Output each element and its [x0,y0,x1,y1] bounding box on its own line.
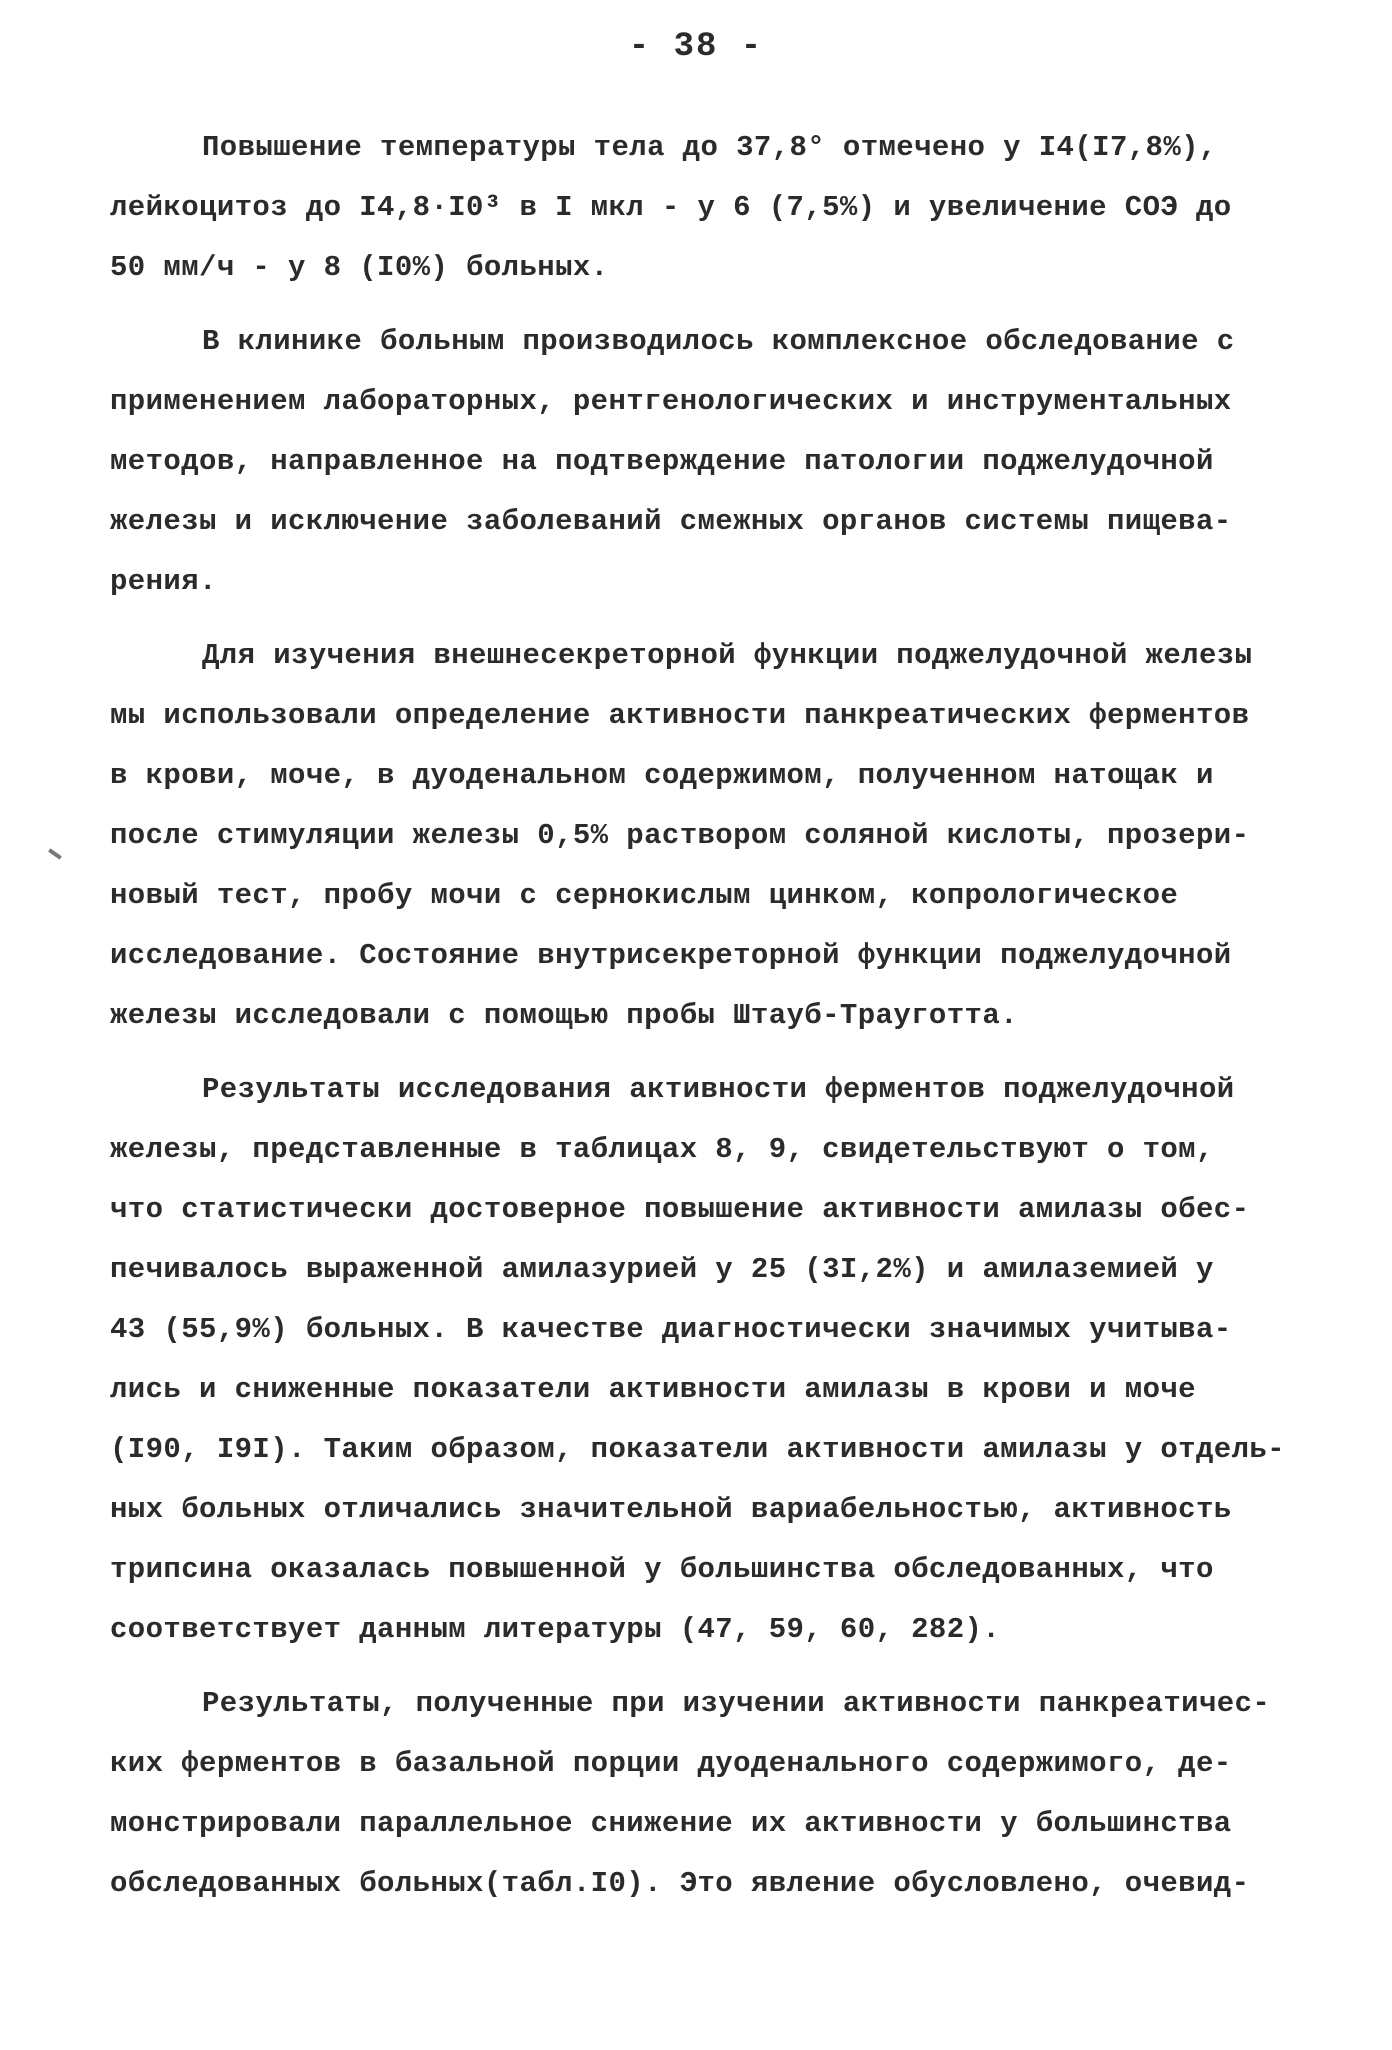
text-line: методов, направленное на подтверждение патологии поджелудочной [110,445,1214,478]
scan-mark [48,848,62,859]
text-line: В клинике больным производилось комплексное обследование с [202,325,1235,358]
text-line: железы исследовали с помощью пробы Штауб-Трауготта. [110,999,1018,1032]
text-line: Повышение температуры тела до 37,8° отмечено у I4(I7,8%), [202,131,1217,164]
text-line: железы и исключение заболеваний смежных органов системы пищева- [110,505,1232,538]
text-line: лись и сниженные показатели активности амилазы в крови и моче [110,1373,1196,1406]
text-line: после стимуляции железы 0,5% раствором соляной кислоты, прозери- [110,819,1250,852]
text-line: лейкоцитоз до I4,8·I0³ в I мкл - у 6 (7,5%) и увеличение СОЭ до [110,191,1232,224]
text-line: применением лабораторных, рентгенологических и инструментальных [110,385,1232,418]
text-line: обследованных больных(табл.I0). Это явление обусловлено, очевид- [110,1867,1250,1900]
text-line: исследование. Состояние внутрисекреторной функции поджелудочной [110,939,1232,972]
text-line: ких ферментов в базальной порции дуоденального содержимого, де- [110,1747,1232,1780]
page-number: - 38 - [628,28,764,66]
text-line: железы, представленные в таблицах 8, 9, свидетельствуют о том, [110,1133,1214,1166]
text-line: Результаты исследования активности ферментов поджелудочной [202,1073,1235,1106]
text-line: мы использовали определение активности панкреатических ферментов [110,699,1250,732]
text-line: соответствует данным литературы (47, 59, 60, 282). [110,1613,1001,1646]
text-line: монстрировали параллельное снижение их активности у большинства [110,1807,1232,1840]
text-line: 50 мм/ч - у 8 (I0%) больных. [110,251,609,284]
text-line: Результаты, полученные при изучении активности панкреатичес- [202,1687,1271,1720]
text-line: ных больных отличались значительной вариабельностью, активность [110,1493,1232,1526]
text-line: печивалось выраженной амилазурией у 25 (3I,2%) и амилаземией у [110,1253,1214,1286]
text-line: в крови, моче, в дуоденальном содержимом, полученном натощак и [110,759,1214,792]
text-line: что статистически достоверное повышение активности амилазы обес- [110,1193,1250,1226]
body-text [110,118,1310,1914]
text-line: (I90, I9I). Таким образом, показатели активности амилазы у отдель- [110,1433,1285,1466]
text-line: Для изучения внешнесекреторной функции поджелудочной железы [202,639,1253,672]
text-line: трипсина оказалась повышенной у большинства обследованных, что [110,1553,1214,1586]
text-line: новый тест, пробу мочи с сернокислым цинком, копрологическое [110,879,1179,912]
text-line: 43 (55,9%) больных. В качестве диагностически значимых учитыва- [110,1313,1232,1346]
text-line: рения. [110,565,217,598]
